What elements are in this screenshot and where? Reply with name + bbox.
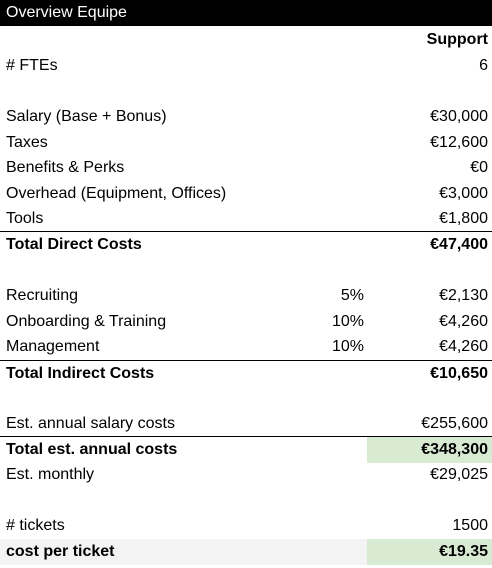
indirect-cost-value: €2,130 xyxy=(439,287,488,304)
tickets-label: # tickets xyxy=(6,517,65,534)
total-annual-label: Total est. annual costs xyxy=(6,441,178,458)
total-direct-label: Total Direct Costs xyxy=(6,236,142,253)
indirect-cost-pct: 5% xyxy=(340,287,364,304)
total-indirect-row[interactable] xyxy=(0,360,492,387)
direct-cost-row[interactable] xyxy=(0,104,492,130)
total-annual-row[interactable] xyxy=(0,436,492,463)
tickets-value: 1500 xyxy=(452,517,488,534)
direct-cost-row[interactable] xyxy=(0,181,492,207)
direct-cost-value: €30,000 xyxy=(430,108,488,125)
indirect-cost-pct: 10% xyxy=(331,338,364,355)
monthly-label: Est. monthly xyxy=(6,466,95,483)
indirect-cost-label: Management xyxy=(6,338,100,355)
ftes-label: # FTEs xyxy=(6,57,58,74)
total-indirect-label: Total Indirect Costs xyxy=(6,365,155,382)
total-indirect-value: €10,650 xyxy=(430,365,488,382)
direct-cost-value: €1,800 xyxy=(439,210,488,227)
monthly-value: €29,025 xyxy=(430,466,488,483)
column-header-support: Support xyxy=(426,31,488,48)
annual-salary-value: €255,600 xyxy=(421,415,488,432)
cost-per-ticket-label: cost per ticket xyxy=(6,543,115,560)
indirect-cost-pct: 10% xyxy=(331,313,364,330)
monthly-row[interactable] xyxy=(0,462,492,488)
ftes-value: 6 xyxy=(479,57,488,74)
cost-per-ticket-row[interactable] xyxy=(0,539,492,565)
direct-cost-value: €12,600 xyxy=(430,134,488,151)
total-direct-value: €47,400 xyxy=(430,236,488,253)
direct-cost-label: Tools xyxy=(6,210,44,227)
total-annual-value: €348,300 xyxy=(367,437,492,463)
header-row xyxy=(0,27,492,53)
annual-salary-label: Est. annual salary costs xyxy=(6,415,175,432)
indirect-cost-row[interactable] xyxy=(0,309,492,335)
direct-cost-row[interactable] xyxy=(0,155,492,181)
indirect-cost-value: €4,260 xyxy=(439,338,488,355)
annual-salary-row[interactable] xyxy=(0,411,492,437)
ftes-row[interactable] xyxy=(0,53,492,79)
indirect-cost-row[interactable] xyxy=(0,334,492,360)
direct-cost-row[interactable] xyxy=(0,130,492,156)
direct-cost-label: Salary (Base + Bonus) xyxy=(6,108,167,125)
cost-per-ticket-value: €19.35 xyxy=(367,539,492,565)
indirect-cost-label: Recruiting xyxy=(6,287,79,304)
sheet-title: Overview Equipe xyxy=(0,0,492,26)
indirect-cost-value: €4,260 xyxy=(439,313,488,330)
total-direct-row[interactable] xyxy=(0,231,492,258)
indirect-cost-row[interactable] xyxy=(0,283,492,309)
direct-cost-label: Overhead (Equipment, Offices) xyxy=(6,185,227,202)
direct-cost-value: €3,000 xyxy=(439,185,488,202)
direct-cost-value: €0 xyxy=(470,159,488,176)
direct-cost-label: Taxes xyxy=(6,134,48,151)
direct-cost-row[interactable] xyxy=(0,206,492,232)
tickets-row[interactable] xyxy=(0,513,492,539)
direct-cost-label: Benefits & Perks xyxy=(6,159,125,176)
indirect-cost-label: Onboarding & Training xyxy=(6,313,167,330)
